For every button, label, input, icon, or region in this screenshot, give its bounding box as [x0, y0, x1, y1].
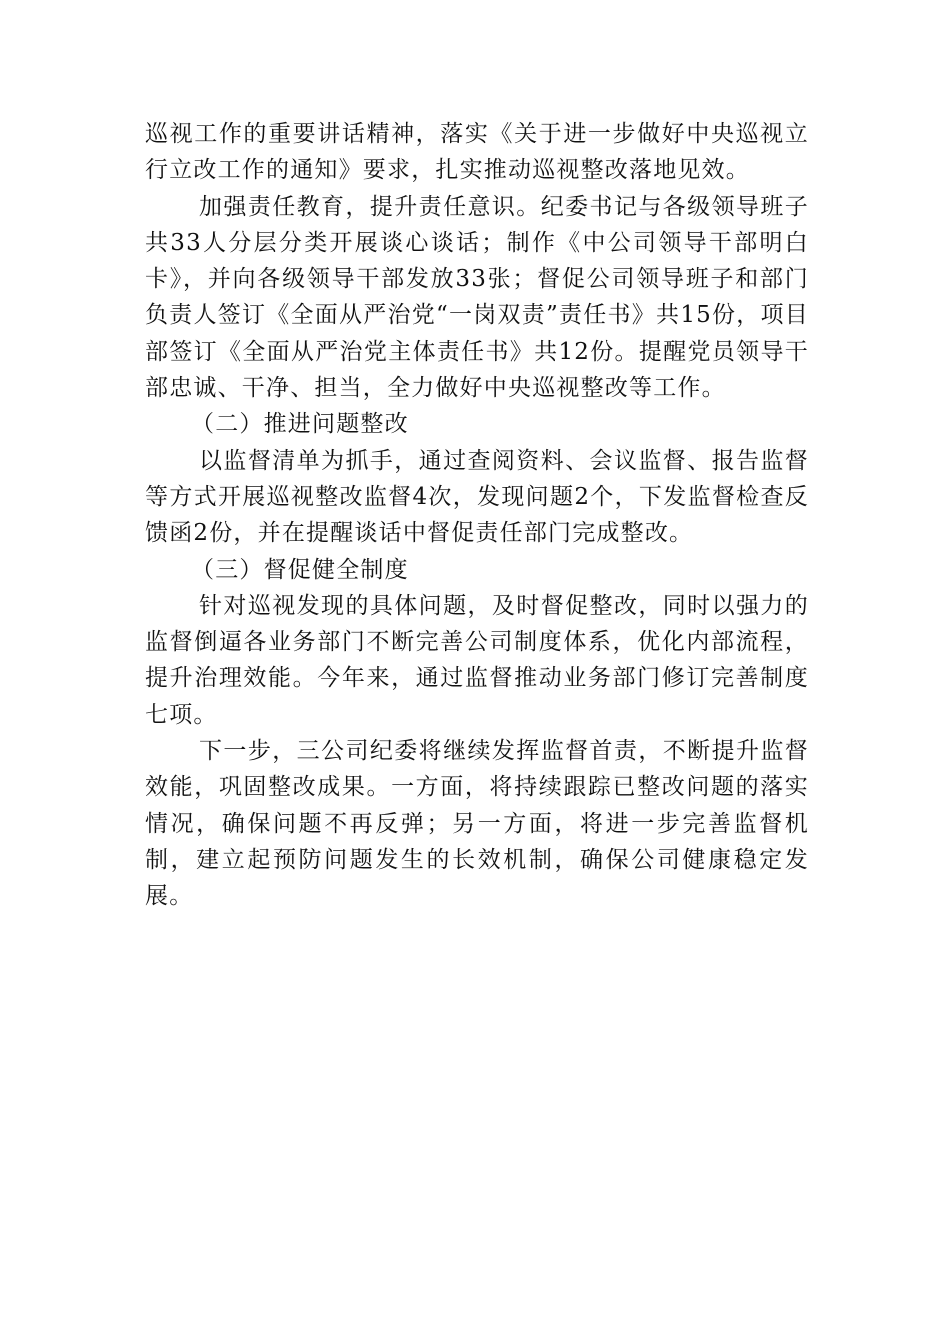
section-heading-system: （三）督促健全制度: [191, 556, 409, 583]
paragraph-responsibility-education: 加强责任教育，提升责任意识。纪委书记与各级领导班子共33人分层分类开展谈心谈话；制作《中公司领导干部明白卡》，并向各级领导干部发放33张；督促公司领导班子和部门负责人签订《全面从严治党“一岗双责”责任书》共15份，项目部签订《全面从严治党主体责任书》共12份。提醒党员领导干部忠诚、干净、担当，全力做好中央巡视整改等工作。: [145, 193, 809, 402]
paragraph-next-steps: 下一步，三公司纪委将继续发挥监督首责，不断提升监督效能，巩固整改成果。一方面，将持续跟踪已整改问题的落实情况，确保问题不再反弹；另一方面，将进一步完善监督机制，建立起预防问题发生的长效机制，确保公司健康稳定发展。: [145, 738, 809, 910]
paragraph-system-improvement: 针对巡视发现的具体问题，及时督促整改，同时以强力的监督倒逼各业务部门不断完善公司制度体系，优化内部流程，提升治理效能。今年来，通过监督推动业务部门修订完善制度七项。: [145, 592, 809, 728]
section-heading-rectification: （二）推进问题整改: [191, 411, 409, 438]
paragraph-supervision-list: 以监督清单为抓手，通过查阅资料、会议监督、报告监督等方式开展巡视整改监督4次，发现问题2个，下发监督检查反馈函2份，并在提醒谈话中督促责任部门完成整改。: [145, 447, 809, 547]
document-body: [145, 116, 809, 915]
paragraph-continuation: 巡视工作的重要讲话精神，落实《关于进一步做好中央巡视立行立改工作的通知》要求，扎实推动巡视整改落地见效。: [145, 121, 809, 184]
